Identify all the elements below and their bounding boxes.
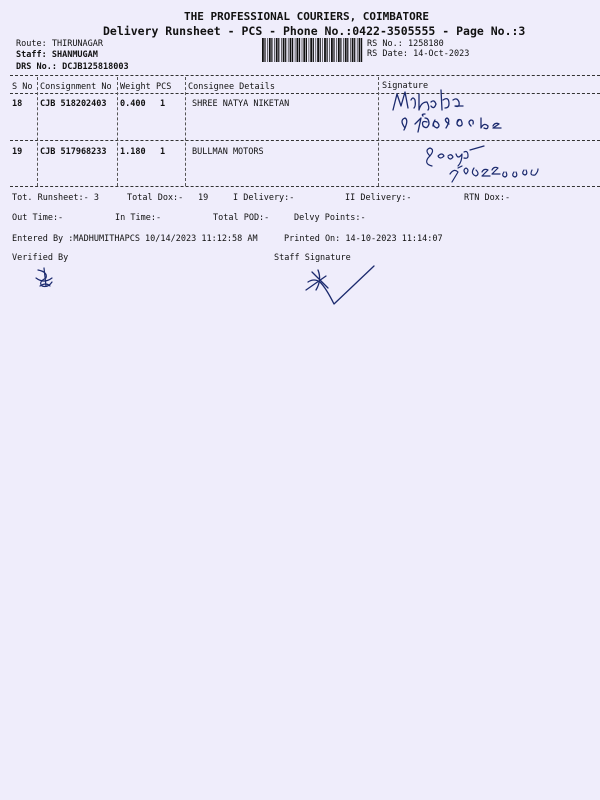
col-divider [185, 77, 186, 186]
route-value: THIRUNAGAR [51, 39, 104, 49]
total-dox-value: 19 [198, 193, 209, 203]
runsheet-subtitle: Delivery Runsheet - PCS - Phone No.:0422-3505555 - Page No.:3 [103, 24, 526, 38]
delvy-points: Delvy Points:- [294, 213, 366, 223]
cell-consignment: CJB 518202403 [40, 99, 107, 109]
ii-delivery: II Delivery:- [345, 193, 412, 203]
col-divider [37, 77, 38, 186]
handwritten-signature-2 [420, 142, 560, 186]
staff-handwritten-signature [304, 262, 384, 308]
staff-label: Staff: [16, 50, 47, 60]
i-delivery: I Delivery:- [233, 193, 295, 203]
rs-date-label: RS Date: [367, 49, 408, 59]
col-header-signature: Signature [382, 81, 429, 91]
staff-value: SHANMUGAM [51, 50, 98, 60]
route-label: Route: [16, 39, 47, 49]
col-header-consignment: Consignment No [40, 82, 112, 92]
verified-by-label: Verified By [12, 253, 69, 263]
rs-no-label: RS No.: [367, 39, 403, 49]
col-header-consignee: Consignee Details [188, 82, 275, 92]
col-header-weight: Weight [120, 82, 151, 92]
handwritten-signature-1 [385, 88, 545, 138]
company-name: THE PROFESSIONAL COURIERS, COIMBATORE [184, 10, 430, 23]
entered-by: Entered By :MADHUMITHAPCS 10/14/2023 11:12:58 AM [12, 234, 258, 244]
cell-weight: 0.400 [120, 99, 146, 109]
verified-initials-signature [32, 266, 62, 290]
table-top-rule [10, 75, 600, 76]
staff-line [16, 50, 98, 60]
cell-consignment: CJB 517968233 [40, 147, 107, 157]
col-divider [378, 77, 379, 186]
cell-consignee: BULLMAN MOTORS [192, 147, 264, 157]
cell-consignee: SHREE NATYA NIKETAN [192, 99, 290, 109]
col-header-pcs: PCS [156, 82, 172, 92]
rs-no-line [367, 39, 444, 49]
cell-sno: 19 [12, 147, 23, 157]
out-time: Out Time:- [12, 213, 64, 223]
cell-pcs: 1 [160, 147, 166, 157]
table-bottom-rule [10, 186, 600, 187]
col-header-sno: S No [12, 82, 33, 92]
barcode-image [262, 38, 362, 62]
drs-label: DRS No.: [16, 62, 57, 72]
total-dox-label: Total Dox:- [127, 193, 184, 203]
row-divider-rule [10, 140, 600, 141]
in-time: In Time:- [115, 213, 162, 223]
route-line [16, 39, 103, 49]
staff-signature-label: Staff Signature [274, 253, 351, 263]
rs-date-line [367, 49, 469, 59]
cell-weight: 1.180 [120, 147, 146, 157]
tot-runsheet: Tot. Runsheet:- 3 [12, 193, 99, 203]
cell-sno: 18 [12, 99, 23, 109]
printed-on: Printed On: 14-10-2023 11:14:07 [284, 234, 443, 244]
drs-value: DCJB125818003 [62, 62, 129, 72]
drs-line [16, 62, 129, 72]
rs-no-value: 1258180 [407, 39, 444, 49]
rtn-dox: RTN Dox:- [464, 193, 511, 203]
rs-date-value: 14-Oct-2023 [413, 49, 470, 59]
total-pod: Total POD:- [213, 213, 270, 223]
col-divider [117, 77, 118, 186]
cell-pcs: 1 [160, 99, 166, 109]
